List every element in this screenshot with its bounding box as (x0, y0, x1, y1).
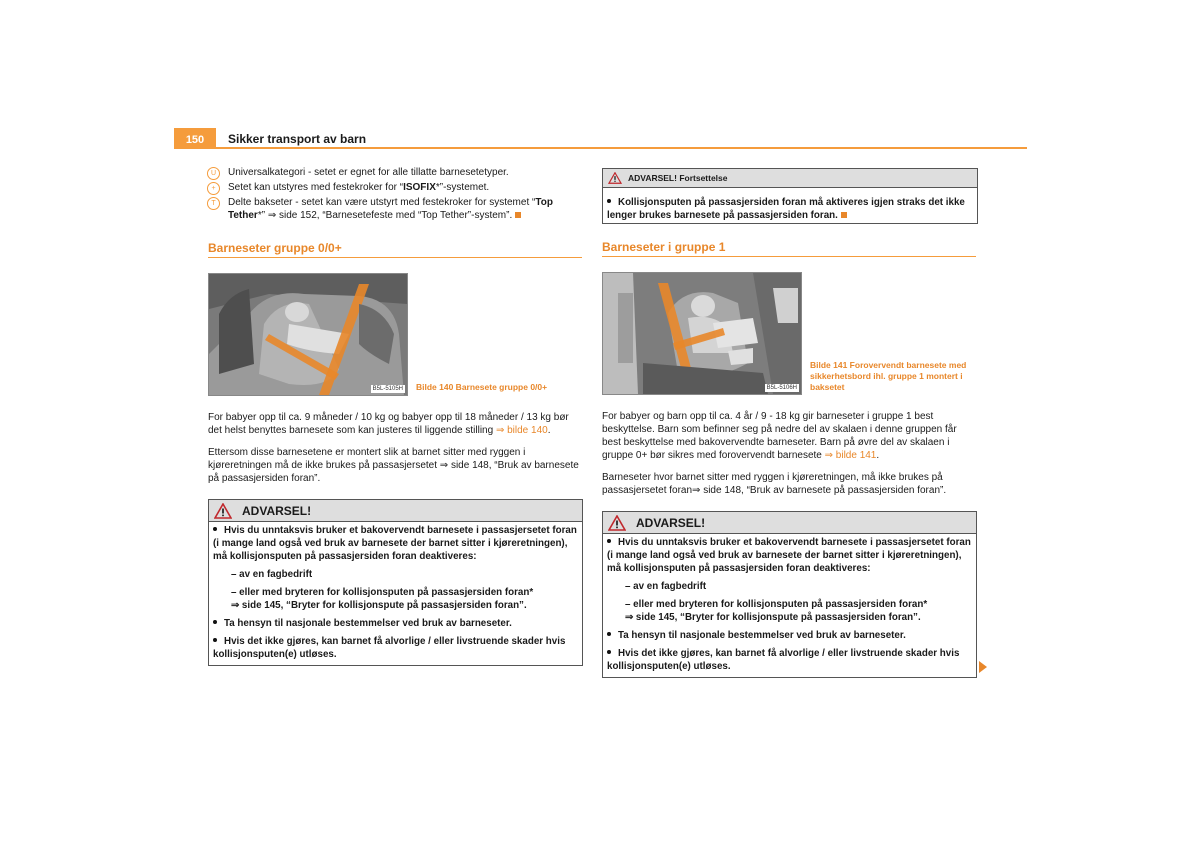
legend-symbol-plus: + (207, 182, 220, 195)
warning-item: Hvis du unntaksvis bruker et bakovervendt barnesete i passasjersetet foran (i mange land også ved bruk av barnesete der barnet sitter i kjøreretningen), må kollisjonsputen på passasjersiden foran deaktiveres: (607, 537, 971, 574)
section-title-group-0: Barneseter gruppe 0/0+ (208, 241, 342, 255)
next-page-arrow-icon[interactable] (979, 661, 987, 673)
paragraph-group-1-placement: Barneseter hvor barnet sitter med ryggen i kjøreretningen, må ikke brukes på passasjersetet foran⇒ side 148, “Bruk av barnesete på passasjersiden foran”. (602, 472, 947, 496)
warning-triangle-icon (214, 503, 232, 519)
figure-140-caption: Bilde 140 Barnesete gruppe 0/0+ (416, 382, 548, 392)
figure-140 (208, 273, 408, 396)
warning-header (209, 500, 582, 522)
figure-141-illustration (603, 273, 801, 394)
section-rule (602, 256, 976, 257)
figure-141 (602, 272, 802, 395)
page-title: Sikker transport av barn (228, 132, 367, 146)
warning-body (603, 534, 976, 675)
legend-text: Setet kan utstyres med festekroker for “ISOFIX*”-systemet. (228, 182, 490, 193)
warning-dash-item: – eller med bryteren for kollisjonsputen på passasjersiden foran* (625, 599, 928, 610)
figure-140-illustration (209, 274, 407, 395)
warning-triangle-icon (608, 172, 622, 184)
end-square-icon (515, 212, 521, 218)
warning-dash-item: – eller med bryteren for kollisjonsputen på passasjersiden foran* (231, 587, 534, 598)
warning-dash-item: – av en fagbedrift (625, 581, 707, 592)
figure-code: B5L-5106H (766, 385, 797, 391)
warning-dash-item: – av en fagbedrift (231, 569, 313, 580)
warning-item: Ta hensyn til nasjonale bestemmelser ved bruk av barneseter. (213, 617, 578, 630)
legend-item-top-tether (207, 196, 577, 222)
warning-body (209, 522, 582, 663)
figure-141-caption: Bilde 141 Forovervendt barnesete med sikkerhetsbord ihl. gruppe 1 montert i baksetet (810, 360, 967, 392)
warning-continuation-header (603, 169, 977, 188)
legend-item-isofix (207, 181, 489, 195)
warning-item: Ta hensyn til nasjonale bestemmelser ved bruk av barneseter. (607, 629, 972, 642)
warning-box-right (602, 511, 977, 678)
legend-item-universal (207, 166, 509, 180)
paragraph-group-1-intro: For babyer og barn opp til ca. 4 år / 9 - 18 kg gir barneseter i gruppe 1 best beskyttelse. Barn som befinner seg på nedre del av skalaen i denne gruppen får best beskyttelse med bakovervendte barneseter. Barn på øvre del av skalaen i gruppe 0+ bør sikres med forovervendt barnesete ⇒ bilde 141. (602, 411, 957, 461)
warning-title: ADVARSEL! (242, 503, 312, 518)
warning-triangle-icon (608, 515, 626, 531)
paragraph-group-0-intro: For babyer opp til ca. 9 måneder / 10 kg og babyer opp til 18 måneder / 13 kg bør det helst benyttes barnesete som kan justeres til liggende stilling ⇒ bilde 140. (208, 412, 569, 436)
header-rule (216, 147, 1027, 149)
legend-text: Universalkategori - setet er egnet for alle tillatte barnesetetyper. (228, 167, 509, 178)
warning-item: Hvis det ikke gjøres, kan barnet få alvorlige / eller livstruende skader hvis kollisjonsputen(e) utløses. (607, 648, 960, 672)
figure-141-link[interactable]: ⇒ bilde 141 (824, 450, 877, 461)
legend-symbol-t: T (207, 197, 220, 210)
section-title-group-1: Barneseter i gruppe 1 (602, 240, 726, 254)
warning-box-left (208, 499, 583, 666)
legend-symbol-u: U (207, 167, 220, 180)
legend-text: Delte bakseter - setet kan være utstyrt med festekroker for systemet “Top Tether*” ⇒ side 152, “Barnesetefeste med “Top Tether”-system”. (228, 197, 553, 221)
figure-code: B5L-5105H (372, 386, 403, 392)
paragraph-group-0-placement: Ettersom disse barnesetene er montert slik at barnet sitter med ryggen i kjøreretningen må de ikke brukes på passasjersetet ⇒ side 148, “Bruk av barnesete på passasjersiden foran”. (208, 447, 579, 484)
warning-reference: ⇒ side 145, “Bryter for kollisjonspute på passasjersiden foran”. (625, 612, 921, 623)
end-square-icon (841, 212, 847, 218)
page-number: 150 (174, 128, 216, 149)
warning-reference: ⇒ side 145, “Bryter for kollisjonspute på passasjersiden foran”. (231, 600, 527, 611)
warning-title: ADVARSEL! (636, 515, 706, 530)
warning-continuation-body: Kollisjonsputen på passasjersiden foran må aktiveres igjen straks det ikke lenger brukes barnesete på passasjersiden foran. (607, 197, 965, 221)
warning-continuation-title: ADVARSEL! Fortsettelse (628, 173, 728, 183)
warning-item: Hvis det ikke gjøres, kan barnet få alvorlige / eller livstruende skader hvis kollisjonsputen(e) utløses. (213, 636, 566, 660)
figure-140-link[interactable]: ⇒ bilde 140 (495, 425, 548, 436)
warning-header (603, 512, 976, 534)
warning-item: Hvis du unntaksvis bruker et bakovervendt barnesete i passasjersetet foran (i mange land også ved bruk av barnesete der barnet sitter i kjøreretningen), må kollisjonsputen på passasjersiden foran deaktiveres: (213, 525, 577, 562)
warning-continuation-box (602, 168, 978, 224)
section-rule (208, 257, 582, 258)
